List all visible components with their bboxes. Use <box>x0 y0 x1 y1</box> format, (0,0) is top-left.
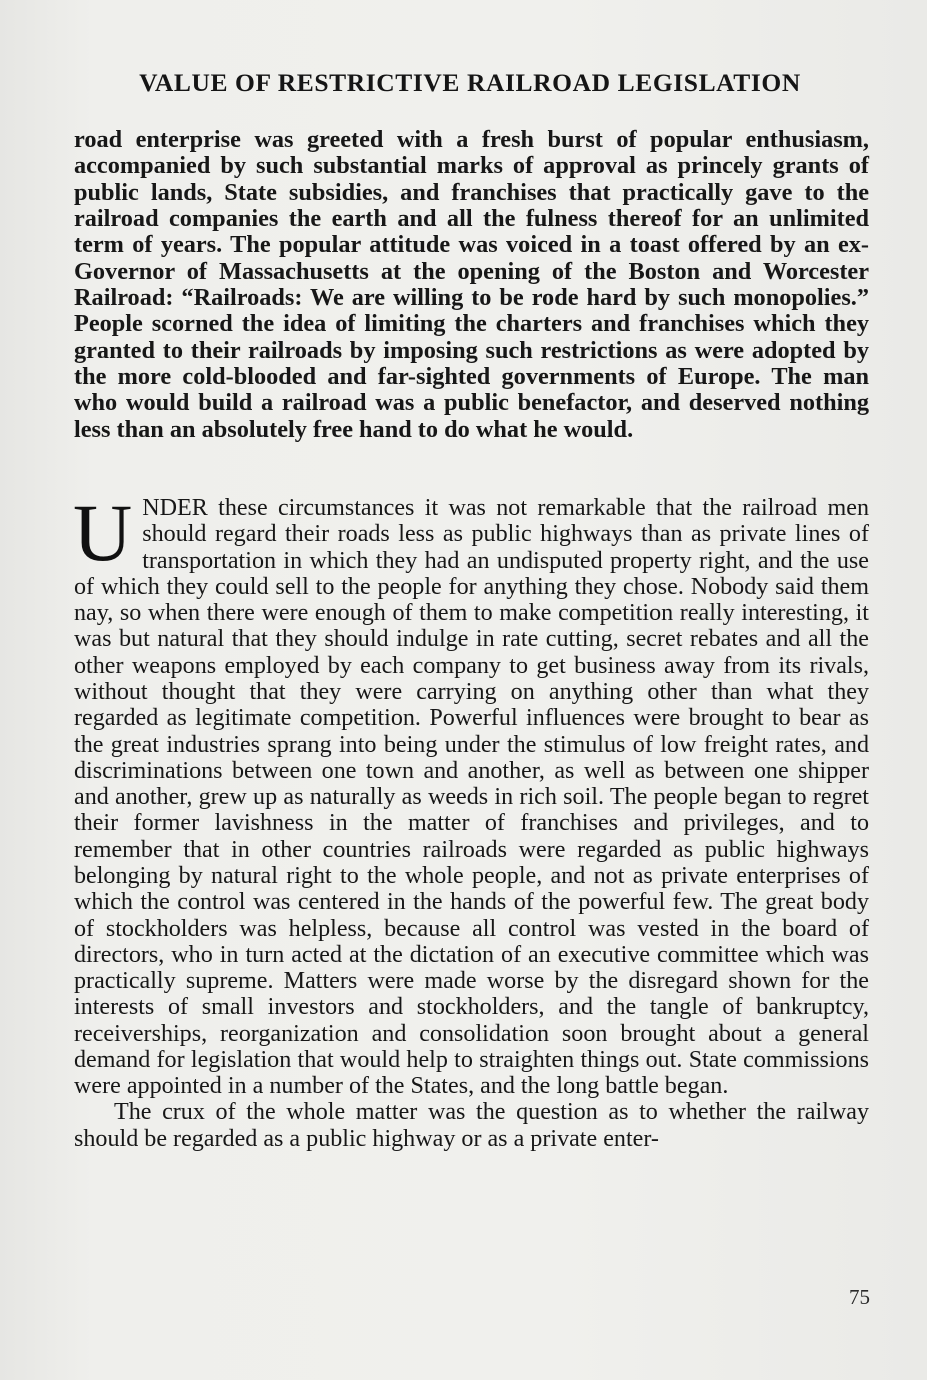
paragraph-3 <box>74 1099 869 1152</box>
page-number: 75 <box>849 1285 870 1309</box>
paragraph-2 <box>73 487 869 1100</box>
paragraph-1-text: road enterprise was greeted with a fresh burst of popular enthusiasm, accompanied by such substantial marks of approval as princely grants of public lands, State subsidies, and franchises that practically gave to the railroad companies the earth and all the fulness thereof for an unlimited term of years. The popular attitude was voiced in a toast offered by an ex-Governor of Massachusetts at the opening of the Boston and Worcester Railroad: “Railroads: We are willing to be rode hard by such monopolies.” People scorned the idea of limiting the charters and franchises which they granted to their railroads by imposing such restrictions as were adopted by the more cold-blooded and far-sighted governments of Europe. The man who would build a railroad was a public benefactor, and deserved nothing less than an absolutely free hand to do what he would. <box>74 126 869 443</box>
running-header: VALUE OF RESTRICTIVE RAILROAD LEGISLATION <box>139 68 801 97</box>
drop-cap: U <box>73 487 133 578</box>
paragraph-2-text: NDER these circumstances it was not remarkable that the railroad men should regard their roads less as public highways than as private lines of transportation in which they had an undisputed property right, and the use of which they could sell to the people for anything they chose. Nobody said them nay, so when there were enough of them to make competition really interesting, it was but natural that they should indulge in rate cutting, secret rebates and all the other weapons employed by each company to get business away from its rivals, without thought that they were carrying on anything other than what they regarded as legitimate competition. Powerful influences were brought to bear as the great industries sprang into being under the stimulus of low freight rates, and discriminations between one town and another, as well as between one shipper and another, grew up as naturally as weeds in rich soil. The people began to regret their former lavishness in the matter of franchises and privileges, and to remember that in other countries railroads were regarded as public highways belonging by natural right to the whole people, and not as private enterprises of which the control was centered in the hands of the powerful few. The great body of stockholders was helpless, because all control was vested in the board of directors, who in turn acted at the dictation of an executive committee which was practically supreme. Matters were made worse by the disregard shown for the interests of small investors and stockholders, and the tangle of bankruptcy, receiverships, reorganization and consolidation soon brought about a general demand for legislation that would help to straighten things out. State commissions were appointed in a number of the States, and the long battle began. <box>74 495 869 1100</box>
paragraph-2-block <box>73 487 869 1152</box>
paragraph-3-text: The crux of the whole matter was the question as to whether the railway should be regarded as a public highway or as a private enter- <box>74 1099 869 1152</box>
paragraph-1 <box>74 127 869 443</box>
